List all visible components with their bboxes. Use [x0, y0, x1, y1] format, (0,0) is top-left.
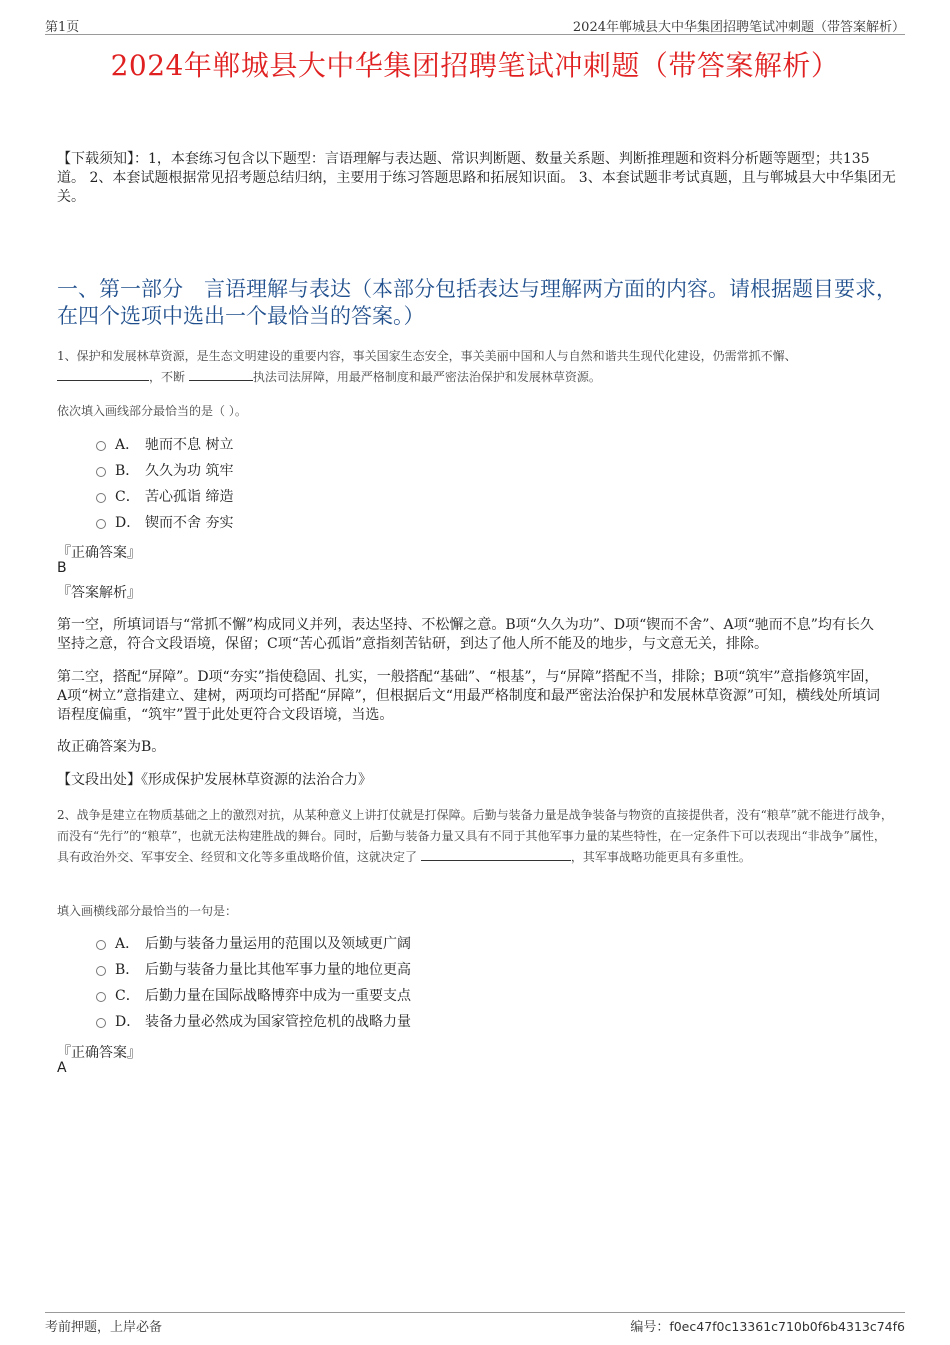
option-b[interactable] [96, 957, 411, 983]
option-text: 锲而不舍 夯实 [145, 515, 234, 531]
radio-button[interactable] [96, 441, 106, 451]
option-letter: B． [115, 463, 140, 479]
option-letter: A． [115, 936, 140, 952]
option-c[interactable] [96, 983, 411, 1009]
page-number: 第1页 [45, 20, 80, 35]
option-text: 后勤力量在国际战略博弈中成为一重要支点 [145, 988, 411, 1004]
analysis-label: 『答案解析』 [57, 585, 141, 601]
question-2-prompt: 填入画横线部分最恰当的一句是： [57, 904, 238, 918]
analysis-paragraph-2: 第二空，搭配“屏障”。D项“夯实”指使稳固、扎实，一般搭配“基础”、“根基”，与“屏障”搭配不当，排除；B项“筑牢”意指修筑牢固，A项“树立”意指建立、建树，两项均可搭配“屏障”，但根据后文“用最严格制度和最严密法治保护和发展林草资源”可知，横线处所填词语程度偏重，“筑牢”置于此处更符合文段语境，当选。 [57, 669, 881, 723]
question-1-stem-part1: 1、保护和发展林草资源，是生态文明建设的重要内容，事关国家生态安全，事关美丽中国和人与自然和谐共生现代化建设，仍需常抓不懈、 [57, 349, 797, 363]
radio-button[interactable] [96, 992, 106, 1002]
question-2-stem-part2: ，其军事战略功能更具有多重性。 [570, 850, 751, 864]
fill-blank [421, 848, 571, 861]
section-heading: 一、第一部分 言语理解与表达（本部分包括表达与理解两方面的内容。请根据题目要求，在四个选项中选出一个最恰当的答案。） [57, 277, 897, 328]
document-title: 2024年郸城县大中华集团招聘笔试冲刺题（带答案解析） [110, 49, 840, 82]
question-2-stem [57, 805, 897, 868]
radio-button[interactable] [96, 966, 106, 976]
header-doc-title: 2024年郸城县大中华集团招聘笔试冲刺题（带答案解析） [572, 20, 905, 35]
radio-button[interactable] [96, 940, 106, 950]
document-code [630, 1316, 905, 1335]
source-citation: 【文段出处】《形成保护发展林草资源的法治合力》 [57, 772, 372, 788]
option-text: 驰而不息 树立 [145, 437, 234, 453]
option-letter: C． [115, 988, 140, 1004]
question-2-options [96, 931, 411, 1035]
option-letter: D． [115, 1014, 141, 1030]
code-label: 编号： [630, 1320, 670, 1335]
page-header [45, 14, 905, 35]
option-text: 后勤与装备力量运用的范围以及领域更广阔 [145, 936, 411, 952]
option-text: 苦心孤诣 缔造 [145, 489, 234, 505]
download-notice: 【下载须知】：1，本套练习包含以下题型：言语理解与表达题、常识判断题、数量关系题、判断推理题和资料分析题等题型；共135道。 2、本套试题根据常见招考题总结归纳，主要用于练习答题思路和拓展知识面。 3、本套试题非考试真题，且与郸城县大中华集团无关。 [57, 151, 896, 205]
answer-label: 『正确答案』 [57, 545, 141, 561]
answer-label: 『正确答案』 [57, 1045, 141, 1061]
question-1-options [96, 432, 233, 536]
option-text: 久久为功 筑牢 [145, 463, 234, 479]
option-d[interactable] [96, 510, 233, 536]
option-letter: B． [115, 962, 140, 978]
code-value: f0ec47f0c13361c710b0f6b4313c74f6 [669, 1319, 905, 1334]
option-d[interactable] [96, 1009, 411, 1035]
analysis-paragraph-1: 第一空，所填词语与“常抓不懈”构成同义并列，表达坚持、不松懈之意。B项“久久为功”、D项“锲而不舍”、A项“驰而不息”均有长久坚持之意，符合文段语境，保留；C项“苦心孤诣”意指刻苦钻研，到达了他人所不能及的地步，与文意无关，排除。 [57, 617, 874, 652]
option-letter: C． [115, 489, 140, 505]
question-1-prompt: 依次填入画线部分最恰当的是（ ）。 [57, 404, 247, 418]
option-letter: A． [115, 437, 140, 453]
question-1-stem-part2: ，不断 [149, 370, 186, 384]
radio-button[interactable] [96, 519, 106, 529]
option-letter: D． [115, 515, 141, 531]
option-c[interactable] [96, 484, 233, 510]
fill-blank [57, 368, 149, 381]
option-b[interactable] [96, 458, 233, 484]
correct-answer: B [57, 560, 67, 576]
analysis-conclusion: 故正确答案为B。 [57, 739, 166, 755]
radio-button[interactable] [96, 467, 106, 477]
question-2-stem-part1: 2、战争是建立在物质基础之上的激烈对抗，从某种意义上讲打仗就是打保障。后勤与装备力量是战争装备与物资的直接提供者，没有“粮草”就不能进行战争，而没有“先行”的“粮草”，也就无法构建胜战的舞台。同时，后勤与装备力量又具有不同于其他军事力量的某些特性，在一定条件下可以表现出“非战争”属性，具有政治外交、军事安全、经贸和文化等多重战略价值，这就决定了 [57, 808, 893, 864]
fill-blank [189, 368, 253, 381]
option-a[interactable] [96, 432, 233, 458]
question-1-stem [57, 346, 897, 388]
footer-slogan: 考前押题，上岸必备 [45, 1320, 163, 1335]
option-text: 装备力量必然成为国家管控危机的战略力量 [145, 1014, 411, 1030]
option-a[interactable] [96, 931, 411, 957]
option-text: 后勤与装备力量比其他军事力量的地位更高 [145, 962, 411, 978]
radio-button[interactable] [96, 493, 106, 503]
correct-answer: A [57, 1060, 67, 1076]
question-1-stem-part3: 执法司法屏障，用最严格制度和最严密法治保护和发展林草资源。 [252, 370, 601, 384]
page-footer [45, 1312, 905, 1335]
radio-button[interactable] [96, 1018, 106, 1028]
